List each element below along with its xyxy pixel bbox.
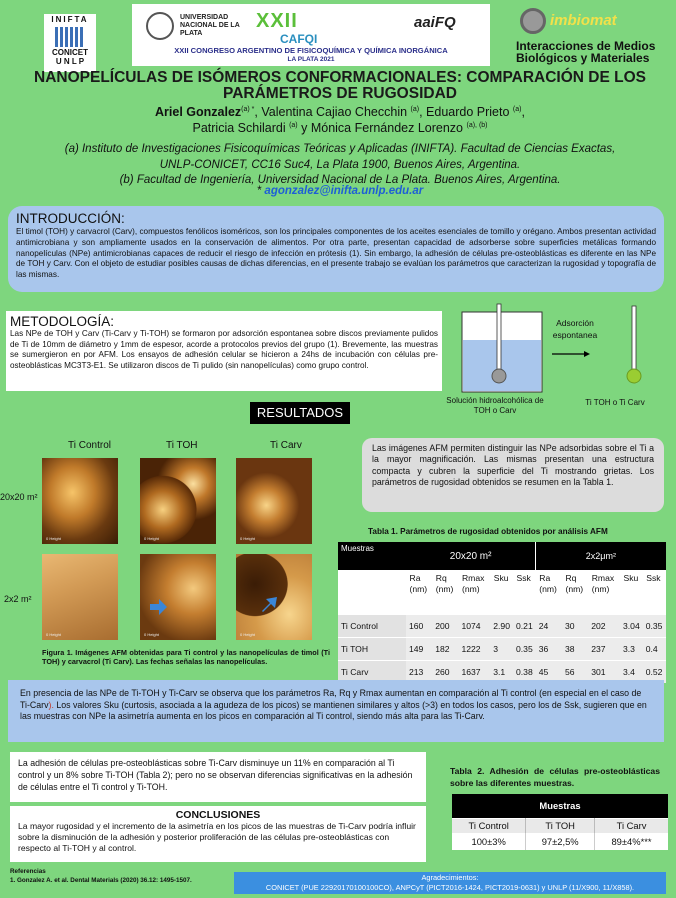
table-cell: 24 (536, 614, 562, 637)
references-heading: Referencias (10, 868, 46, 875)
table-row (338, 637, 666, 660)
table-1-params-row (338, 570, 666, 614)
table-1-param: Rmax (nm) (458, 570, 490, 614)
table-1-param-blank (338, 570, 406, 614)
table-cell: 3 (490, 637, 513, 660)
inifta-conicet: CONICET (52, 47, 88, 57)
ti-result-label: Ti TOH o Ti Carv (585, 398, 645, 407)
afm-col-ti-carv: Ti Carv (270, 440, 302, 451)
afm-image-control-20: 0 Height (42, 458, 118, 544)
table-cell: 97±2,5% (526, 833, 595, 850)
table-2-col: Ti Control (452, 818, 526, 833)
afm-image-toh-20: 0 Height (140, 458, 216, 544)
table-1-row-label: Ti Carv (338, 660, 406, 683)
table-1-col-muestras: Muestras (341, 544, 374, 553)
references (10, 868, 250, 886)
table-2-adhesion (452, 794, 668, 850)
afm-image-control-2: 0 Height (42, 554, 118, 640)
table-1-caption: Tabla 1. Parámetros de rugosidad obtenidos por análisis AFM (368, 527, 608, 536)
table-cell: 3.1 (490, 660, 513, 683)
table-cell: 1222 (458, 637, 490, 660)
affiliation-a-address: UNLP-CONICET, CC16 Suc4, La Plata 1900, Buenos Aires, Argentina. (159, 158, 521, 171)
table-cell: 149 (406, 637, 432, 660)
table-2-col: Ti TOH (526, 818, 595, 833)
table-cell: 0.52 (643, 660, 666, 683)
results-heading: RESULTADOS (250, 402, 350, 424)
solution-label: Solución hidroalcohólica de TOH o Carv (446, 396, 544, 415)
beaker-icon (462, 304, 542, 392)
table-1-param: Rmax (nm) (588, 570, 620, 614)
table-2-cols (452, 818, 668, 833)
table-cell: 200 (432, 614, 458, 637)
afm-col-ti-toh: Ti TOH (166, 440, 198, 451)
author-4: Patricia Schilardi (192, 121, 286, 136)
afm-description: Las imágenes AFM permiten distinguir las NPe adsorbidas sobre el Ti a la mayor magnificación. Las mismas presentan una estructura compacta y cubren la superficie del Ti mostrando grietas. Los parámetros de rugosidad obtenidos se resumen en la Tabla 1. (362, 438, 664, 512)
author-1-sup: (a) * (241, 105, 255, 113)
reference-1: 1. Gonzalez A. et al. Dental Materials (2020) 36.12: 1495-1507. (10, 876, 192, 884)
author-1: Ariel Gonzalez (155, 105, 242, 119)
table-cell: 237 (588, 637, 620, 660)
afm-row-2x2: 2x2 m² (4, 594, 32, 604)
discussion-red: ). (48, 699, 54, 710)
conclusions-text: La mayor rugosidad y el incremento de la asimetría en los picos de las muestras de Ti-Carv podría influir sobre la disminución de la adhesión y posterior proliferación de las células pre-osteoblásticas con respecto al Ti-TOH y al control. (18, 821, 416, 854)
table-cell: 0.21 (513, 614, 536, 637)
authors: Ariel Gonzalez$^{(a) *}$, Valentina Cajiao Checchin $^{(a)}$, Eduardo Prieto $^{(a)}$, Patricia Schilardi $^{(a)}$ y Mónica Fernández Lorenzo $^{(a), (b)}$ (155, 105, 525, 136)
table-2-caption: Tabla 2. Adhesión de células pre-osteoblásticas sobre las diferentes muestras. (450, 766, 660, 788)
author-3-sup: (a) (512, 105, 522, 113)
email-line (20, 185, 660, 197)
inifta-name: INIFTA (51, 15, 89, 24)
table-cell: 100±3% (452, 833, 526, 850)
afm-col-ti-control: Ti Control (68, 440, 111, 451)
ack-text: CONICET (PUE 22920170100100CO), ANPCyT (PICT2016-1424, PICT2019-0631) y UNLP (11/X900, 11/X858). (265, 882, 635, 892)
adhesion-box: La adhesión de células pre-osteoblásticas sobre Ti-Carv disminuye un 11% en comparación al Ti control y un 8% sobre Ti-TOH (Tabla 2); pero no se observan diferencias significativas en la adhesión de células entre el Ti control y Ti-TOH. (10, 752, 426, 802)
ack-heading: Agradecimientos: (421, 873, 479, 882)
methods-text: Las NPe de TOH y Carv (Ti-Carv y Ti-TOH) se formaron por adsorción espontanea sobre discos previamente pulidos de Ti de 10mm de diámetro y 1mm de espesor, acorde a protocolos previos del grupo (1). Brevemente, las muestras se sumergieron en por AFM. Los ensayos de adhesión celular se hicieron a 24hs de incubación con células pre-osteoblásticas MC3T3-E1. Se utilizaron discos de Ti pulido (sin nanopelículas) como grupo control. (10, 329, 438, 370)
poster-title: NANOPELÍCULAS DE ISÓMEROS CONFORMACIONALES: COMPARACIÓN DE LOS PARÁMETROS DE RUGOSIDAD (34, 69, 646, 102)
author-5-sup: (a), (b) (466, 122, 488, 130)
table-cell: 0.35 (513, 637, 536, 660)
table-1-roughness (338, 542, 666, 683)
table-cell: 213 (406, 660, 432, 683)
table-cell: 1637 (458, 660, 490, 683)
table-cell: 30 (562, 614, 588, 637)
inifta-unlp: U N L P (55, 56, 85, 66)
table-1-param: Ra (nm) (536, 570, 562, 614)
table-1-param: Rq (nm) (562, 570, 588, 614)
coated-disc-icon (627, 306, 641, 383)
unlp-seal-icon (146, 12, 174, 40)
table-1-group-20x20: 20x20 m² (406, 542, 536, 570)
table-1-row-label: Ti Control (338, 614, 406, 637)
figure-1-caption: Figura 1. Imágenes AFM obtenidas para Ti control y las nanopelículas de timol (Ti TOH) y carvacrol (Ti Carv). Las fechas señalas las nanopelículas. (42, 648, 330, 667)
inifta-grid-icon (55, 27, 85, 47)
email-prefix: * (256, 185, 265, 197)
table-row (338, 614, 666, 637)
table-1-param: Ssk (643, 570, 666, 614)
email-link[interactable]: agonzalez@inifta.unlp.edu.ar (264, 185, 424, 197)
table-cell: 2.90 (490, 614, 513, 637)
table-1-param: Rq (nm) (432, 570, 458, 614)
aaifq-logo: aaiFQ (414, 14, 456, 31)
conclusions-heading: CONCLUSIONES (175, 809, 261, 821)
table-cell: 3.4 (620, 660, 643, 683)
congress-banner (132, 4, 490, 66)
table-1-param: Ssk (513, 570, 536, 614)
conclusions-box (10, 806, 426, 862)
table-cell: 0.4 (643, 637, 666, 660)
table-2-col: Ti Carv (595, 818, 668, 833)
table-cell: 56 (562, 660, 588, 683)
discussion-box (8, 680, 664, 742)
affiliations (20, 142, 660, 189)
table-cell: 260 (432, 660, 458, 683)
discussion-part-2: Los valores Sku (curtosis, asociada a la agudeza de los picos) se mantienen similares y altos (>3) en todos los casos, pero los de Ssk, sugieren que en las muestras con NPe la asimetría aumenta en los picos en comparación al Ti control, siendo más alta para las Ti-Carv. (20, 699, 647, 722)
afm-row-20x20: 20x20 m² (0, 492, 38, 502)
imbiomat-subtitle: Interacciones de Medios Biológicos y Materiales (516, 39, 656, 65)
table-cell: 301 (588, 660, 620, 683)
introduction-section (8, 206, 664, 292)
table-cell: 38 (562, 637, 588, 660)
table-cell: 3.3 (620, 637, 643, 660)
author-3: , Eduardo Prieto (419, 105, 510, 119)
arrow-nanofilm-icon (150, 598, 168, 616)
arrow-right-icon (552, 351, 590, 357)
table-1-group-2x2: 2x2μm² (585, 551, 616, 561)
author-5: y Mónica Fernández Lorenzo (297, 121, 464, 136)
cafqi-text: CAFQI (280, 32, 318, 46)
author-4-sup: (a) (289, 122, 298, 130)
imbiomat-logo (520, 8, 638, 36)
afm-image-carv-2: 0 Height (236, 554, 312, 640)
table-1-param: Sku (620, 570, 643, 614)
table-cell: 89±4%*** (595, 833, 668, 850)
arrow-nanofilm-icon (260, 596, 278, 614)
table-cell: 3.04 (620, 614, 643, 637)
affiliation-b: (b) Facultad de Ingeniería, Universidad Nacional de La Plata. Buenos Aires, Argentina. (119, 174, 561, 187)
inifta-logo (44, 14, 96, 72)
xxii-text: XXII (256, 10, 298, 32)
imbiomat-text: imbiomat (550, 12, 617, 29)
acknowledgements (234, 872, 666, 894)
table-1-param: Sku (490, 570, 513, 614)
afm-image-toh-2: 0 Height (140, 554, 216, 640)
table-cell: 45 (536, 660, 562, 683)
congress-name: XXII CONGRESO ARGENTINO DE FISICOQUÍMICA Y QUÍMICA INORGÁNICA (174, 46, 448, 55)
introduction-heading: INTRODUCCIÓN: (16, 211, 125, 226)
introduction-text: El timol (TOH) y carvacrol (Carv), compuestos fenólicos isoméricos, son los principales componentes de los aceites esenciales de tomillo y orégano. Ambos presentan actividad antimicrobiana y son ampliamente usados en la conservación de alimentos. Por otra parte, presentan capacidad de adsorberse sobre superficies metálicas formando nanopelículas (NPe) antimicrobianas capaces de reducir el riesgo de infección en prótesis (1). Sin embargo, la adhesión de células pre-osteoblásticas es diferente en las NPe de TOH y Carv. Con el objeto de estudiar posibles causas de dichas diferencias, en el presente trabajo se evalúan los parámetros que caracterizan la rugosidad y topografía de las mismas. (16, 227, 656, 280)
table-cell: 160 (406, 614, 432, 637)
afm-image-carv-20: 0 Height (236, 458, 312, 544)
table-1-header (338, 542, 666, 570)
table-cell: 0.35 (643, 614, 666, 637)
table-cell: 0.38 (513, 660, 536, 683)
unlp-text: UNIVERSIDAD NACIONAL DE LA PLATA (180, 14, 240, 38)
table-2-header (452, 794, 668, 818)
methods-section (6, 311, 442, 391)
table-1-param: Ra (nm) (406, 570, 432, 614)
table-2-header-muestras: Muestras (452, 794, 668, 818)
methods-heading: METODOLOGÍA: (10, 314, 115, 329)
discussion-part-1: En presencia de las NPe de Ti-TOH y Ti-Carv se observa que los parámetros Ra, Rq y Rmax aumentan en comparación al Ti control (en especial en el caso de Ti-Carv (20, 688, 642, 710)
table-cell: 182 (432, 637, 458, 660)
congress-place: LA PLATA 2021 (287, 56, 335, 63)
adsorption-label: Adsorción espontanea (552, 318, 598, 340)
table-row (452, 833, 668, 850)
table-cell: 202 (588, 614, 620, 637)
table-1-row-label: Ti TOH (338, 637, 406, 660)
author-2: , Valentina Cajiao Checchin (254, 105, 408, 119)
imbiomat-circle-icon (520, 8, 546, 34)
table-cell: 36 (536, 637, 562, 660)
affiliation-a: (a) Instituto de Investigaciones Fisicoquímicas Teóricas y Aplicadas (INIFTA). Facultad de Ciencias Exactas, (64, 143, 616, 155)
author-2-sup: (a) (410, 105, 420, 113)
table-cell: 1074 (458, 614, 490, 637)
